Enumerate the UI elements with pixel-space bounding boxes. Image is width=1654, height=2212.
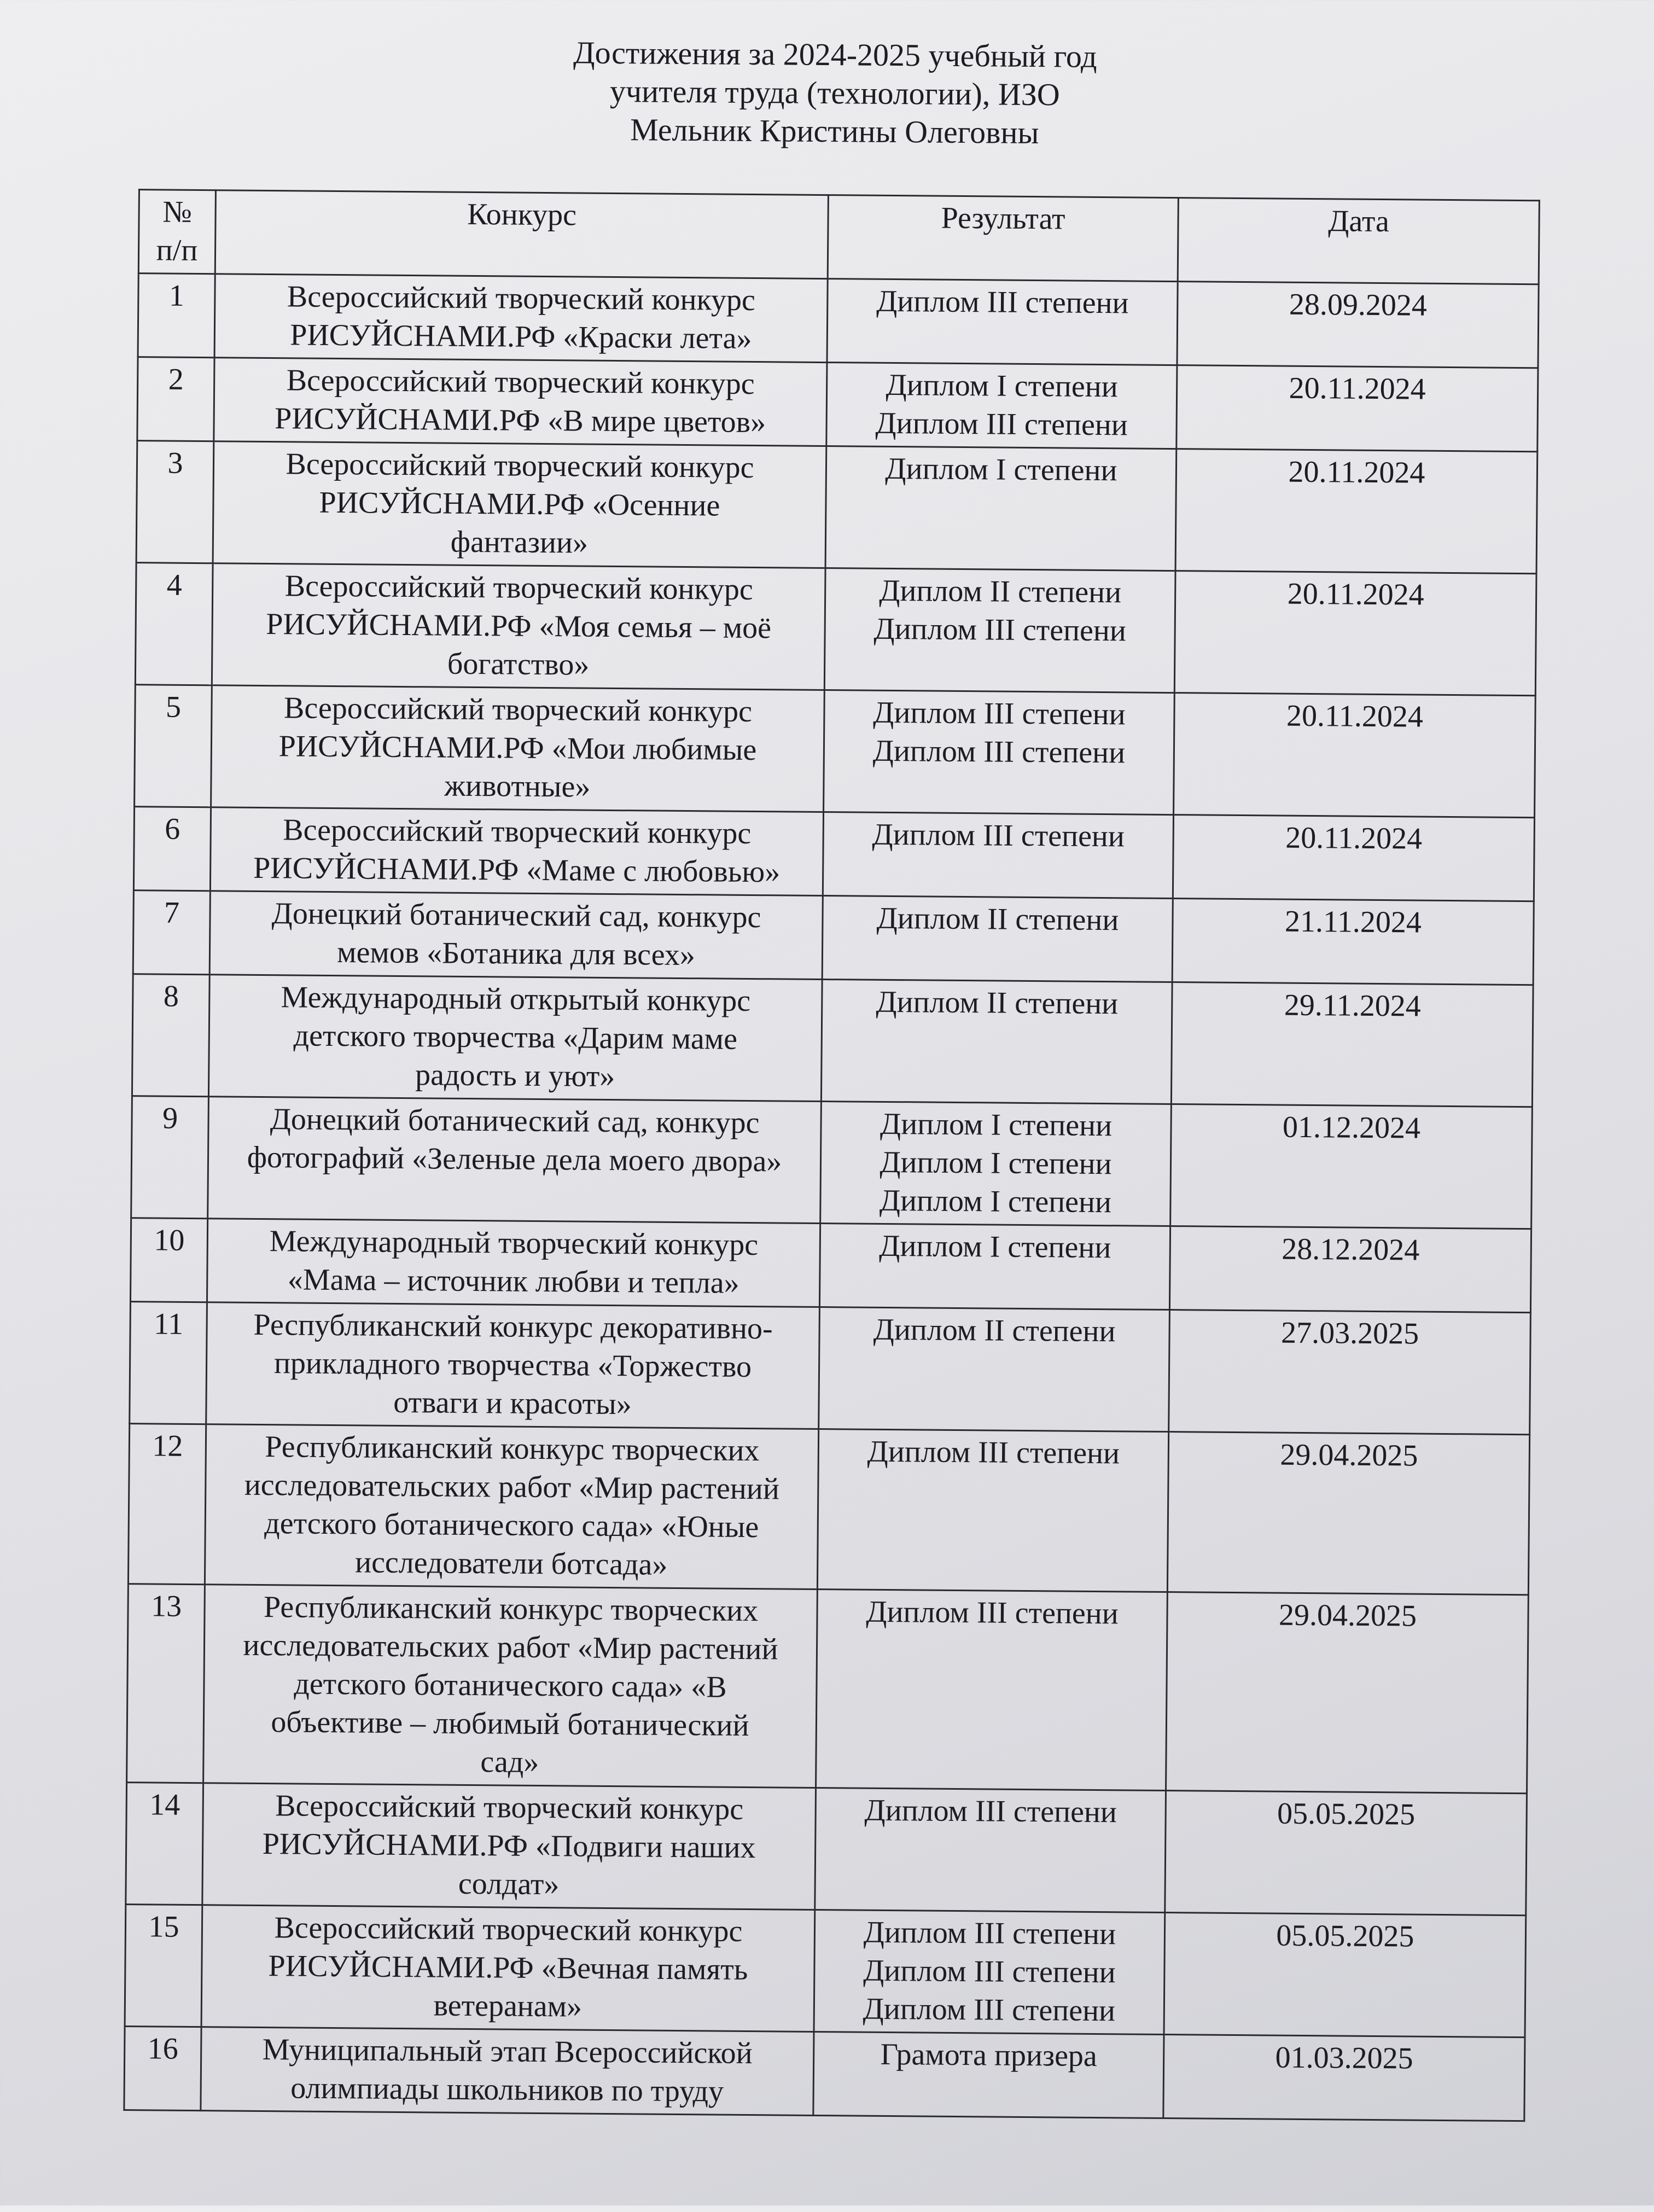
table-row	[137, 357, 1538, 452]
row-date: 27.03.2025	[1169, 1310, 1531, 1435]
row-contest: Республиканский конкурс декоративно- прикладного творчества «Торжество отваги и красоты»	[206, 1302, 820, 1429]
achievements-table	[123, 189, 1540, 2122]
row-contest: Всероссийский творческий конкурс РИСУЙСНАМИ.РФ «Маме с любовью»	[210, 807, 823, 896]
row-num: 4	[135, 563, 213, 685]
row-result: Диплом I степени	[825, 446, 1177, 571]
table-row	[132, 974, 1533, 1107]
row-num: 2	[137, 357, 214, 441]
row-num: 3	[136, 441, 214, 563]
table-row	[124, 2027, 1525, 2121]
row-contest: Международный открытый конкурс детского творчества «Дарим маме радость и уют»	[208, 975, 822, 1102]
row-num: 11	[130, 1302, 207, 1424]
row-date: 20.11.2024	[1174, 693, 1536, 818]
row-result: Диплом III степени	[817, 1429, 1168, 1592]
row-date: 29.11.2024	[1171, 982, 1533, 1107]
table-row	[133, 807, 1534, 901]
row-result: Диплом I степени Диплом III степени	[826, 363, 1177, 449]
row-date: 05.05.2025	[1165, 1790, 1527, 1915]
table-row	[126, 1783, 1527, 1916]
row-date: 20.11.2024	[1173, 815, 1534, 901]
table-row	[130, 1302, 1531, 1435]
row-contest: Всероссийский творческий конкурс РИСУЙСНАМИ.РФ «Мои любимые животные»	[211, 685, 825, 812]
row-num: 1	[138, 273, 215, 358]
document-heading	[8, 29, 1654, 157]
table-row	[128, 1424, 1529, 1595]
row-num: 10	[130, 1218, 207, 1302]
row-num: 13	[127, 1584, 205, 1783]
table-row	[135, 685, 1536, 818]
row-num: 6	[133, 807, 211, 891]
row-contest: Всероссийский творческий конкурс РИСУЙСНАМИ.РФ «Моя семья – моё богатство»	[212, 563, 825, 690]
row-result: Диплом III степени Диплом III степени Диплом III степени	[814, 1910, 1165, 2034]
row-contest: Муниципальный этап Всероссийской олимпиады школьников по труду	[201, 2027, 814, 2116]
row-date: 21.11.2024	[1172, 899, 1534, 985]
row-contest: Донецкий ботанический сад, конкурс фотографий «Зеленые дела моего двора»	[208, 1097, 822, 1224]
header-num: № п/п	[138, 190, 216, 274]
row-result: Диплом III степени	[823, 812, 1173, 899]
row-num: 14	[126, 1783, 203, 1905]
header-date: Дата	[1178, 198, 1539, 284]
table-row	[127, 1584, 1529, 1794]
table-row	[130, 1218, 1531, 1313]
row-date: 29.04.2025	[1166, 1592, 1529, 1794]
row-date: 20.11.2024	[1177, 365, 1538, 452]
row-date: 20.11.2024	[1175, 449, 1537, 574]
table-row	[125, 1905, 1526, 2038]
row-result: Диплом III степени	[815, 1788, 1166, 1912]
row-num: 12	[128, 1424, 206, 1585]
row-date: 01.12.2024	[1170, 1104, 1533, 1229]
row-num: 16	[124, 2027, 201, 2111]
row-date: 20.11.2024	[1174, 571, 1536, 696]
row-date: 28.09.2024	[1177, 282, 1539, 368]
header-contest: Конкурс	[215, 190, 828, 279]
row-date: 05.05.2025	[1164, 1912, 1526, 2037]
row-num: 8	[132, 974, 209, 1097]
row-contest: Всероссийский творческий конкурс РИСУЙСНАМИ.РФ «Краски лета»	[214, 274, 828, 363]
table-row	[133, 890, 1534, 985]
row-contest: Всероссийский творческий конкурс РИСУЙСНАМИ.РФ «Осенние фантазии»	[213, 441, 826, 568]
heading-line-1: Достижения за 2024-2025 учебный год	[573, 34, 1097, 74]
row-result: Диплом II степени	[819, 1307, 1170, 1431]
row-date: 01.03.2025	[1163, 2034, 1525, 2121]
table-row	[135, 563, 1536, 696]
row-contest: Международный творческий конкурс «Мама – источник любви и тепла»	[207, 1219, 820, 1307]
row-result: Диплом III степени	[816, 1589, 1168, 1790]
row-result: Грамота призера	[813, 2031, 1164, 2118]
row-num: 9	[131, 1096, 209, 1219]
header-result: Результат	[828, 195, 1178, 282]
table-row	[136, 441, 1537, 574]
row-result: Диплом III степени	[827, 279, 1178, 365]
heading-line-2: учителя труда (технологии), ИЗО	[609, 73, 1060, 113]
row-result: Диплом II степени	[821, 980, 1172, 1104]
row-result: Диплом II степени	[822, 896, 1173, 982]
table-row	[138, 273, 1539, 368]
row-contest: Республиканский конкурс творческих исследовательских работ «Мир растений детского ботанического сада» «Юные исследователи ботсада»	[205, 1424, 818, 1590]
row-contest: Всероссийский творческий конкурс РИСУЙСНАМИ.РФ «В мире цветов»	[214, 358, 827, 446]
row-date: 29.04.2025	[1167, 1432, 1529, 1595]
row-result: Диплом I степени Диплом I степени Диплом I степени	[820, 1102, 1172, 1226]
row-num: 15	[125, 1905, 202, 2027]
row-contest: Всероссийский творческий конкурс РИСУЙСНАМИ.РФ «Подвиги наших солдат»	[202, 1783, 816, 1910]
row-date: 28.12.2024	[1169, 1226, 1531, 1313]
row-contest: Донецкий ботанический сад, конкурс мемов «Ботаника для всех»	[209, 891, 823, 980]
row-result: Диплом II степени Диплом III степени	[824, 568, 1175, 693]
row-contest: Всероссийский творческий конкурс РИСУЙСНАМИ.РФ «Вечная память ветеранам»	[201, 1905, 815, 2032]
row-num: 7	[133, 890, 210, 975]
row-contest: Республиканский конкурс творческих исследовательских работ «Мир растений детского ботанического сада» «В объективе – любимый ботанический сад»	[203, 1585, 818, 1788]
row-result: Диплом I степени	[819, 1224, 1170, 1310]
table-row	[131, 1096, 1533, 1229]
row-num: 5	[135, 685, 212, 807]
table-header-row	[138, 190, 1539, 284]
heading-line-3: Мельник Кристины Олеговны	[630, 112, 1039, 151]
row-result: Диплом III степени Диплом III степени	[824, 690, 1175, 815]
